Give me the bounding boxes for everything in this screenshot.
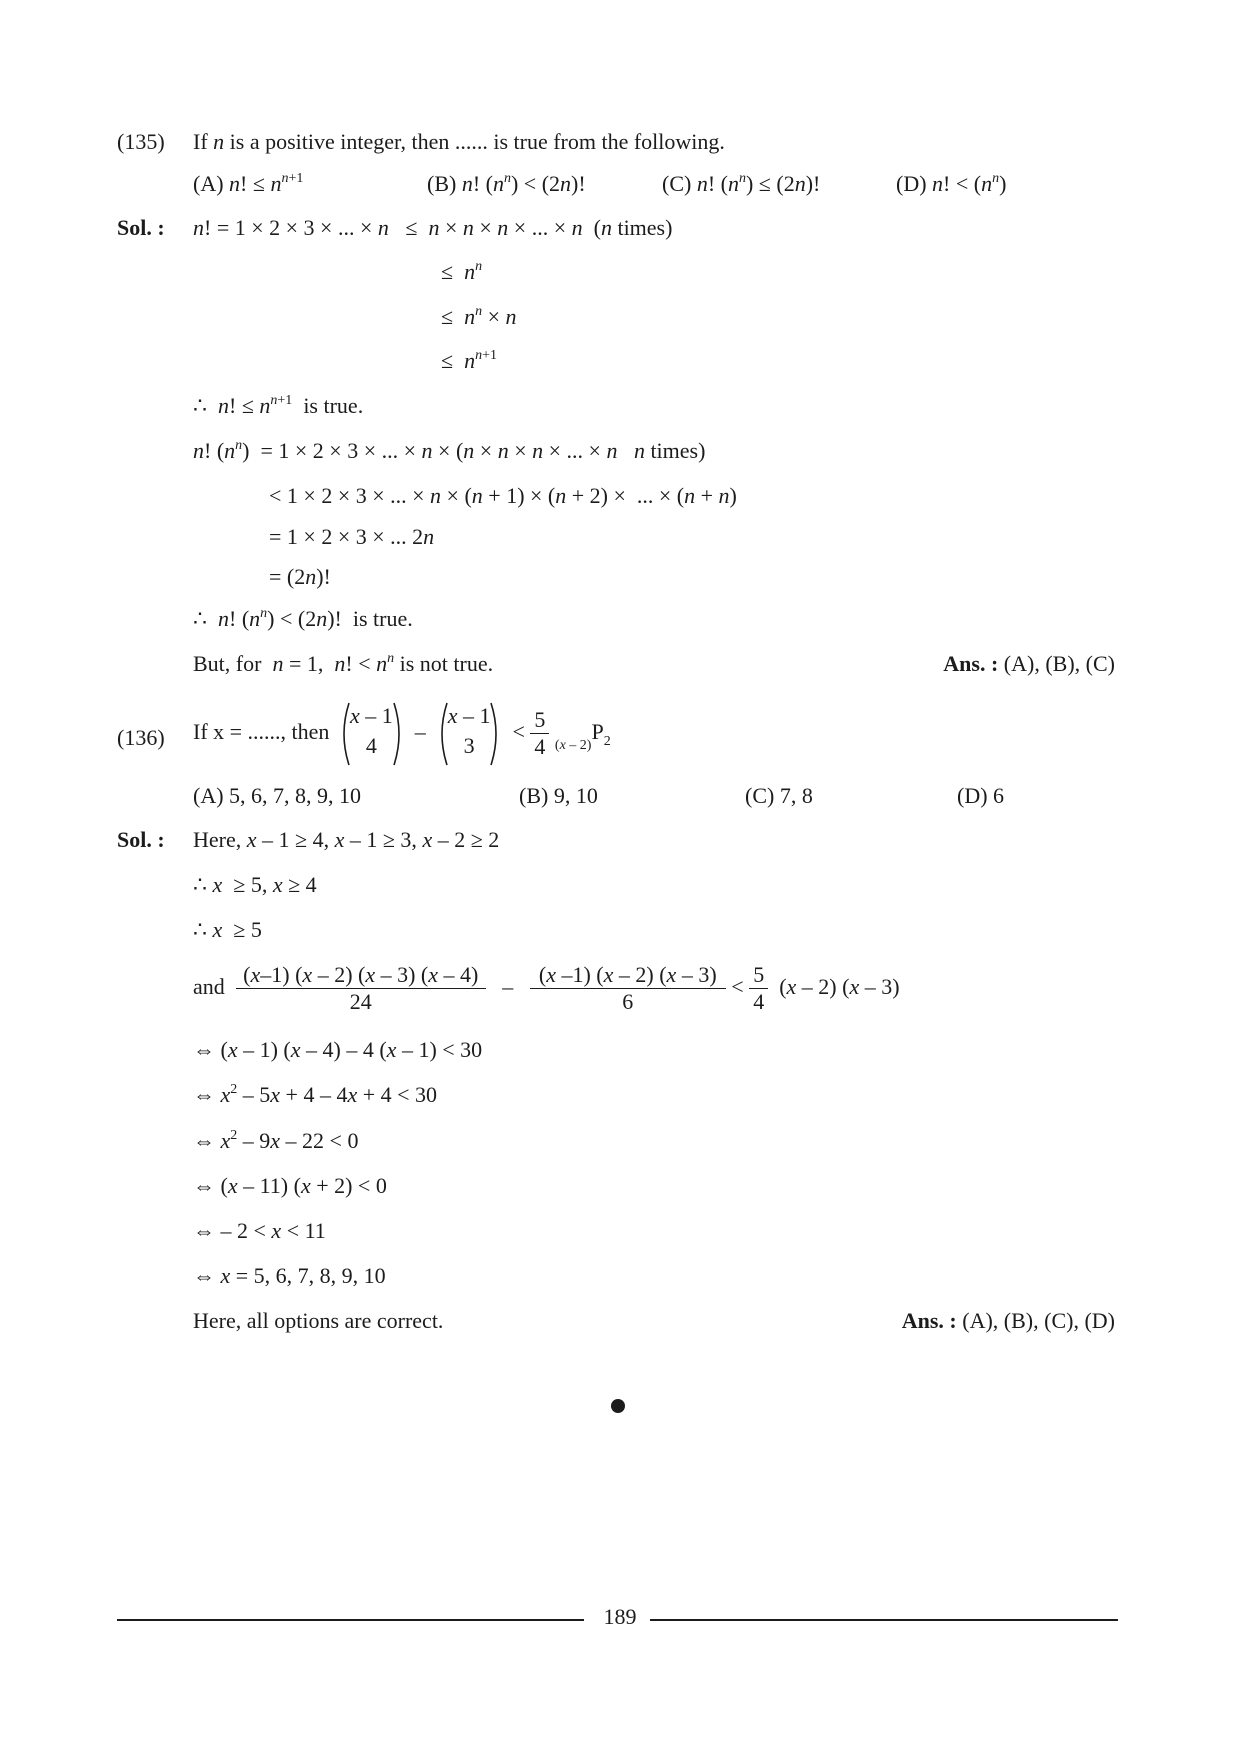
solution-line: ≤ $n^n$ (441, 259, 483, 284)
option-c: (C) n! $(n^n) \le (2n)$! (662, 171, 821, 196)
solution-line: n! = 1 × 2 × 3 × ... × n ≤ n × n × n × ... × n (n times) (193, 215, 673, 240)
solution-line: = (2n)! (269, 564, 331, 589)
solution-line: ⇔ x = 5, 6, 7, 8, 9, 10 (193, 1263, 386, 1288)
option-d: (D) 6 (957, 783, 1005, 808)
solution-line: ∴ x ≥ 5 (193, 917, 262, 942)
solution-line: and $\frac{(x-1) (x - 2) (x - 3) (x - 4)}{24}$ – $\frac{(x -1) (x - 2) (x - 3)}{6}$ < $\frac{5}{4}$ (x – 2) (x – 3) (193, 962, 900, 1015)
solution-line: ≤ $n^{n+1}$ (441, 348, 497, 373)
answer-label: Ans. : (901, 1308, 957, 1333)
solution-line: But, for n = 1, n! < $n^n$ is not true. (193, 651, 494, 676)
option-b: (B) n! $(n^n) < (2n)$! (427, 171, 586, 196)
solution-line: ⇔ (x – 1) (x – 4) – 4 (x – 1) < 30 (193, 1037, 483, 1062)
solution-line: ⇔ $x^2 - 9x - 22 < 0$ (193, 1128, 359, 1153)
solution-line: < 1 × 2 × 3 × ... × n × (n + 1) × (n + 2) × ... × (n + n) (269, 483, 737, 508)
footer-rule-right (650, 1619, 1118, 1621)
question-number: (136) (117, 725, 165, 750)
answer (943, 650, 1115, 678)
answer-value: (A), (B), (C) (1003, 651, 1115, 676)
page-number: 189 (603, 1604, 637, 1629)
footer-rule-left (117, 1619, 584, 1621)
fraction-5-4: $\frac{5}{4}$ (530, 707, 549, 760)
fraction-term-1: $\frac{(x-1) (x - 2) (x - 3) (x - 4)}{24}$ (236, 962, 486, 1015)
solution-line: n! $(n^n) = 1 \times 2 \times 3$ × ... × n × (n × n × n × ... × n n times) (193, 438, 706, 463)
binomial-x-1-choose-3: x – 1 3 (437, 701, 502, 767)
solution-line: ⇔ (x – 11) (x + 2) < 0 (193, 1173, 387, 1198)
stem-prefix: If x = ......, then (193, 719, 330, 744)
question-number: (135) (117, 129, 165, 154)
solution-line: ≤ $n^n \times n$ (441, 304, 517, 329)
solution-label: Sol. : (117, 215, 165, 240)
solution-line: ∴ x ≥ 5, x ≥ 4 (193, 872, 317, 897)
solution-label: Sol. : (117, 827, 165, 852)
question-stem: If x = ......, then x – 1 4 – x – 1 3 < $\frac{5}{4}$ $_{(x - 2)}P_2$ (193, 692, 611, 776)
fraction-term-2: $\frac{(x -1) (x - 2) (x - 3)}{6}$ (530, 962, 726, 1015)
option-c: (C) 7, 8 (745, 783, 813, 808)
binomial-x-1-choose-4: x – 1 4 (339, 701, 404, 767)
solution-line: Here, x – 1 ≥ 4, x – 1 ≥ 3, x – 2 ≥ 2 (193, 827, 500, 852)
solution-line: ⇔ $x^2 - 5x + 4 - 4x + 4 < 30$ (193, 1082, 438, 1107)
end-bullet (611, 1399, 625, 1413)
solution-line: = 1 × 2 × 3 × ... 2n (269, 524, 435, 549)
answer-value: (A), (B), (C), (D) (962, 1308, 1115, 1333)
answer (902, 1307, 1115, 1335)
fraction-5-4: $\frac{5}{4}$ (749, 962, 768, 1015)
answer-label: Ans. : (943, 651, 999, 676)
option-a: (A) n! ≤ $n^{n+1}$ (193, 171, 304, 196)
option-a: (A) 5, 6, 7, 8, 9, 10 (193, 783, 362, 808)
option-d: (D) n! < $(n^n)$ (896, 171, 1007, 196)
question-stem: If n is a positive integer, then ...... is true from the following. (193, 129, 725, 154)
option-b: (B) 9, 10 (519, 783, 598, 808)
solution-line: ∴ n! $(n^n) < (2n)$! is true. (193, 606, 413, 631)
solution-line: ∴ n! ≤ $n^{n+1}$ is true. (193, 393, 364, 418)
solution-line: ⇔ – 2 < x < 11 (193, 1218, 326, 1243)
solution-line: Here, all options are correct. (193, 1308, 444, 1333)
